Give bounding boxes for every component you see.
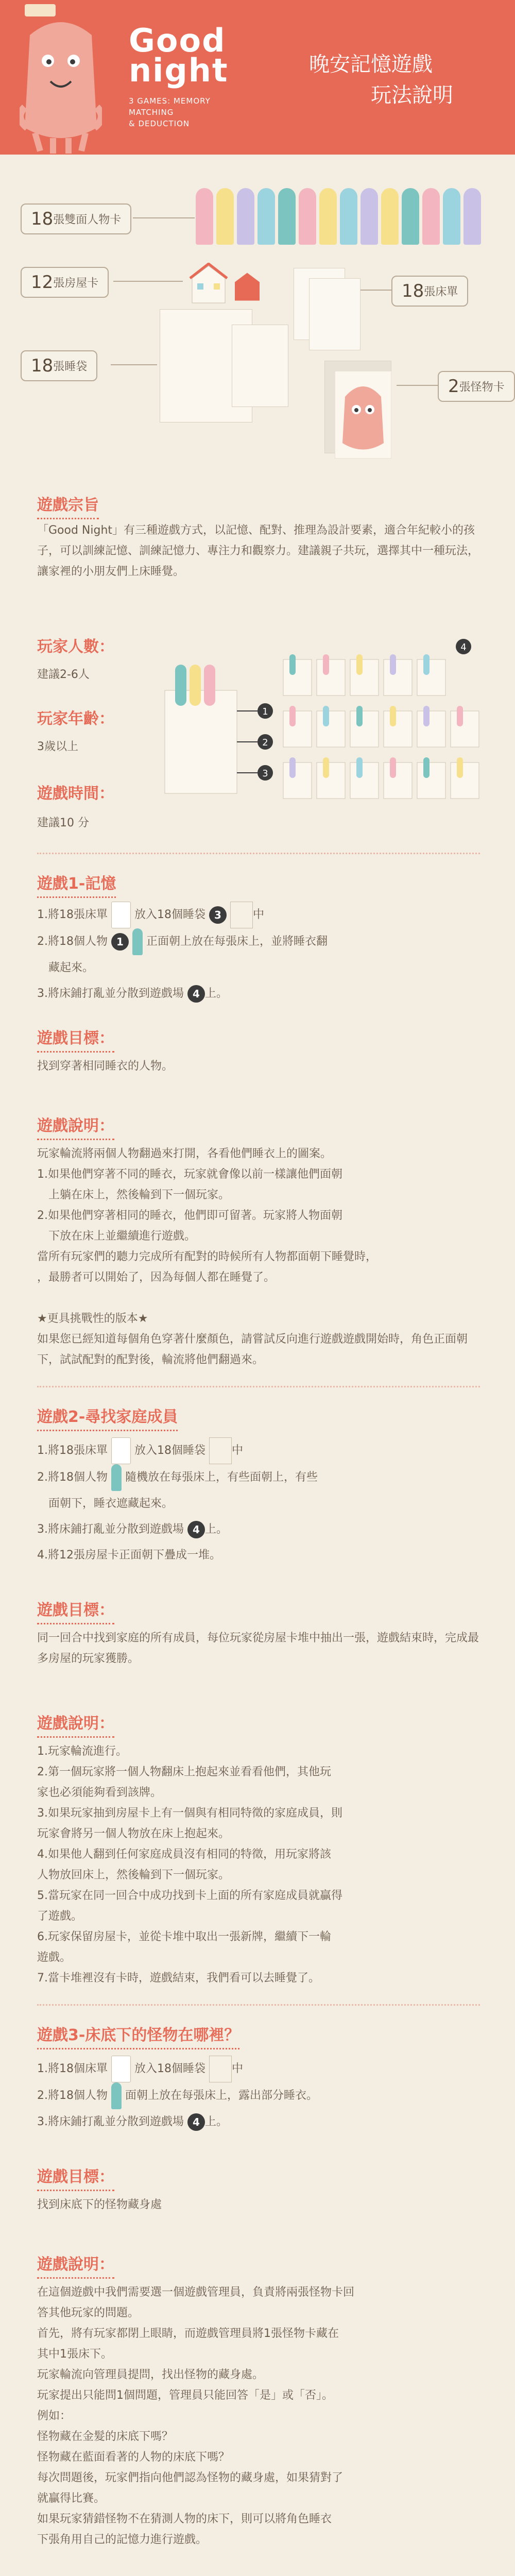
game3-goal-title: 遊戲目標： [37,2164,114,2191]
bag-icon [230,902,253,928]
layout-label-1: 1 [262,706,268,717]
game3-steps: 1.將18個床單 放入18個睡袋 中 2.將18個人物 面朝上放在每張床上，露出部分睡衣。 3.將床鋪打亂並分散到遊戲場 4 上。 [37,2056,480,2135]
game2-rules-title: 遊戲說明： [37,1710,114,1738]
time-title: 遊戲時間： [37,785,114,803]
bags-tag: 18張睡袋 [21,350,97,381]
section-divider [37,853,480,854]
game1-rules-title: 遊戲說明： [37,1113,114,1140]
bag-icon [209,1437,232,1464]
game2-steps: 1.將18張床單 放入18個睡袋 中 2.將18個人物 隨機放在每張床上，有些面朝上，有些 面朝下，睡衣遮藏起來。 3.將床鋪打亂並分散到遊戲場 4 上。 4.將12張房屋卡正面朝下疊成一堆。 [37,1437,480,1568]
bag-illustration [232,325,288,407]
players-value: 建議2-6人 [37,668,90,681]
marker-4-icon: 4 [187,2113,205,2131]
game3-rules-title: 遊戲說明： [37,2251,114,2279]
marker-4-icon: 4 [187,1521,205,1538]
marker-4-icon: 4 [187,985,205,1003]
marker-1-icon: 1 [111,933,129,951]
section-divider [37,2004,480,2006]
players-title: 玩家人數： [37,638,114,656]
layout-label-3: 3 [262,768,268,779]
layout-label-2: 2 [262,737,268,748]
bag-icon [209,2056,232,2082]
game1-note: ★更具挑戰性的版本★ 如果您已經知道每個角色穿著什麼顏色，請嘗試反向進行遊戲遊戲開始時，角色正面朝下，試試配對的配對後，輪流將他們翻過來。 [37,1312,468,1366]
game3-title: 遊戲3-床底下的怪物在哪裡？ [37,2022,239,2049]
mascot-illustration [20,4,102,154]
bed-card-icon [111,902,131,928]
person-card-icon [111,2082,122,2109]
marker-3-icon: 3 [209,906,227,924]
game1-title: 遊戲1-記憶 [37,871,116,898]
tag-connector [111,364,157,365]
tag-connector [113,281,183,282]
bed-cards-tag: 18張床單 [391,276,468,307]
logo-subtitle: 3 GAMES: MEMORY MATCHING & DEDUCTION [129,96,211,128]
tag-connector [133,217,195,218]
game1-goal: 找到穿著相同睡衣的人物。 [37,1060,174,1073]
logo-wordmark: Good night [129,22,229,89]
people-cards-tag: 18張雙面人物卡 [21,204,131,234]
game2-rules: 1.玩家輪流進行。 2.第一個玩家將一個人物翻床上抱起來並看看他們，其他玩 家也必須能夠看到該牌。 3.如果玩家抽到房屋卡上有一個與有相同特徵的家庭成員，則 玩家會將另一個人物放在床上抱起來。 4.如果他人翻到任何家庭成員沒有相同的特徵，用玩家將該 人物放回床上，然後輪到下一個玩家。 5.當玩家在同一回合中成功找到卡上面的所有家庭成員就贏得 了遊戲。 6.玩家保留房屋卡，並從卡堆中取出一張新牌，繼續下一輪 遊戲。 7.當卡堆裡沒有卡時，遊戲結束，我們看可以去睡覺了。 [37,1745,342,1985]
time-value: 建議10 分 [37,817,89,829]
header-banner [0,0,515,155]
intro-title: 遊戲宗旨 [37,492,99,519]
game3-goal: 找到床底下的怪物藏身處 [37,2198,162,2211]
game1-steps [37,902,480,1007]
house-cards-tag: 12張房屋卡 [21,267,109,298]
monster-cards-tag: 2張怪物卡 [438,371,515,402]
person-card-icon [111,1464,122,1491]
people-cards-illustration [196,188,481,245]
game1-rules: 玩家輪流將兩個人物翻過來打開，各看他們睡衣上的圖案。 1.如果他們穿著不同的睡衣，玩家就會像以前一樣讓他們面朝 上躺在床上，然後輪到下一個玩家。 2.如果他們穿著相同的睡衣，他們即可留著。玩家將人物面朝 下放在床上並繼續進行遊戲。 當所有玩家們的聽力完成所有配對的時候所有人物都面朝下睡覺時， ，最勝者可以開始了，因為每個人都在睡覺了。 [37,1147,377,1284]
game2-goal-title: 遊戲目標： [37,1597,114,1624]
intro-text: 「Good Night」有三種遊戲方式，以記憶、配對、推理為設計要素，適合年紀較小的孩子，可以訓練記憶、訓練記憶力、專注力和觀察力。建議親子共玩，選擇其中一種玩法，讓家裡的小朋友們上床睡覺。 [37,524,479,578]
components-section [0,155,515,484]
house-card-back-icon [232,269,263,303]
house-cards-illustration [188,263,229,304]
step-1: 1.將18張床單 放入18個睡袋 3 中 [37,902,480,928]
bed-card-icon [111,1437,131,1464]
layout-label-4: 4 [460,642,467,653]
game3-rules: 在這個遊戲中我們需要選一個遊戲管理員，負責將兩張怪物卡回 答其他玩家的問題。 首先，將有玩家都閉上眼睛，而遊戲管理員將1張怪物卡藏在 其中1張床下。 玩家輪流向管理員提問，找出怪物的藏身處。 玩家提出只能問1個問題，管理員只能回答「是」或「否」。 例如： 怪物藏在金髮的床底下嗎？ 怪物藏在藍面看著的人物的床底下嗎？ 每次問題後，玩家們指向他們認為怪物的藏身處，如果猜對了 就贏得比賽。 如果玩家猜錯怪物不在猜測人物的床下，則可以將角色睡衣 下張角用自己的記憶力進行遊戲。 [37,2286,355,2546]
age-value: 3歲以上 [37,740,78,753]
tag-connector [397,385,438,386]
page-title: 晚安記憶遊戲 玩法說明 [309,53,453,107]
monster-card-illustration [335,371,391,459]
step-3: 3.將床鋪打亂並分散到遊戲場 4 上。 [37,981,480,1007]
step-2-cont: 藏起來。 [48,961,94,974]
bed-card-illustration [309,278,360,350]
section-divider [37,1386,480,1387]
bed-card-icon [111,2056,131,2082]
person-card-icon [132,928,143,955]
age-title: 玩家年齡： [37,710,114,728]
step-2: 2.將18個人物 1 正面朝上放在每張床上，並將睡衣翻 [37,928,480,955]
game2-goal: 同一回合中找到家庭的所有成員，每位玩家從房屋卡堆中抽出一張，遊戲結束時，完成最多房屋的玩家獲勝。 [37,1632,479,1665]
game2-title: 遊戲2-尋找家庭成員 [37,1404,178,1431]
game1-goal-title: 遊戲目標： [37,1025,114,1053]
game-layout-illustration [154,634,489,850]
